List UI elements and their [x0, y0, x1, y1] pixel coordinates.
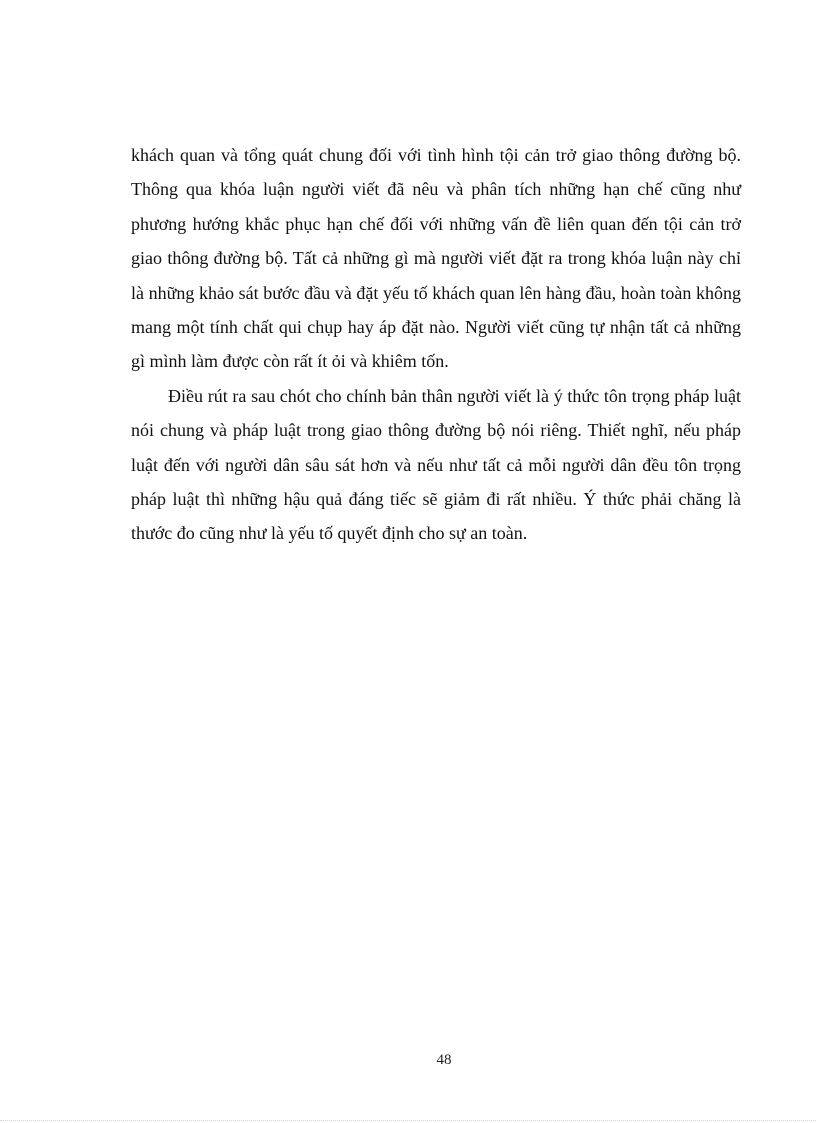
- page-bottom-border: [0, 1120, 816, 1121]
- paragraph-conclusion: Điều rút ra sau chót cho chính bản thân người viết là ý thức tôn trọng pháp luật nói chung và pháp luật trong giao thông đường bộ nói riêng. Thiết nghĩ, nếu pháp luật đến với người dân sâu sát hơn và nếu như tất cả mỗi người dân đều tôn trọng pháp luật thì những hậu quả đáng tiếc sẽ giảm đi rất nhiều. Ý thức phải chăng là thước đo cũng như là yếu tố quyết định cho sự an toàn.: [131, 385, 741, 544]
- page-number: 48: [436, 1052, 452, 1068]
- body-text: [131, 138, 741, 551]
- paragraph-continuation: khách quan và tổng quát chung đối với tình hình tội cản trở giao thông đường bộ. Thông qua khóa luận người viết đã nêu và phân tích những hạn chế cũng như phương hướng khắc phục hạn chế đối với những vấn đề liên quan đến tội cản trở giao thông đường bộ. Tất cả những gì mà người viết đặt ra trong khóa luận này chỉ là những khảo sát bước đầu và đặt yếu tố khách quan lên hàng đầu, hoàn toàn không mang một tính chất qui chụp hay áp đặt nào. Người viết cũng tự nhận tất cả những gì mình làm được còn rất ít ỏi và khiêm tốn.: [131, 145, 741, 372]
